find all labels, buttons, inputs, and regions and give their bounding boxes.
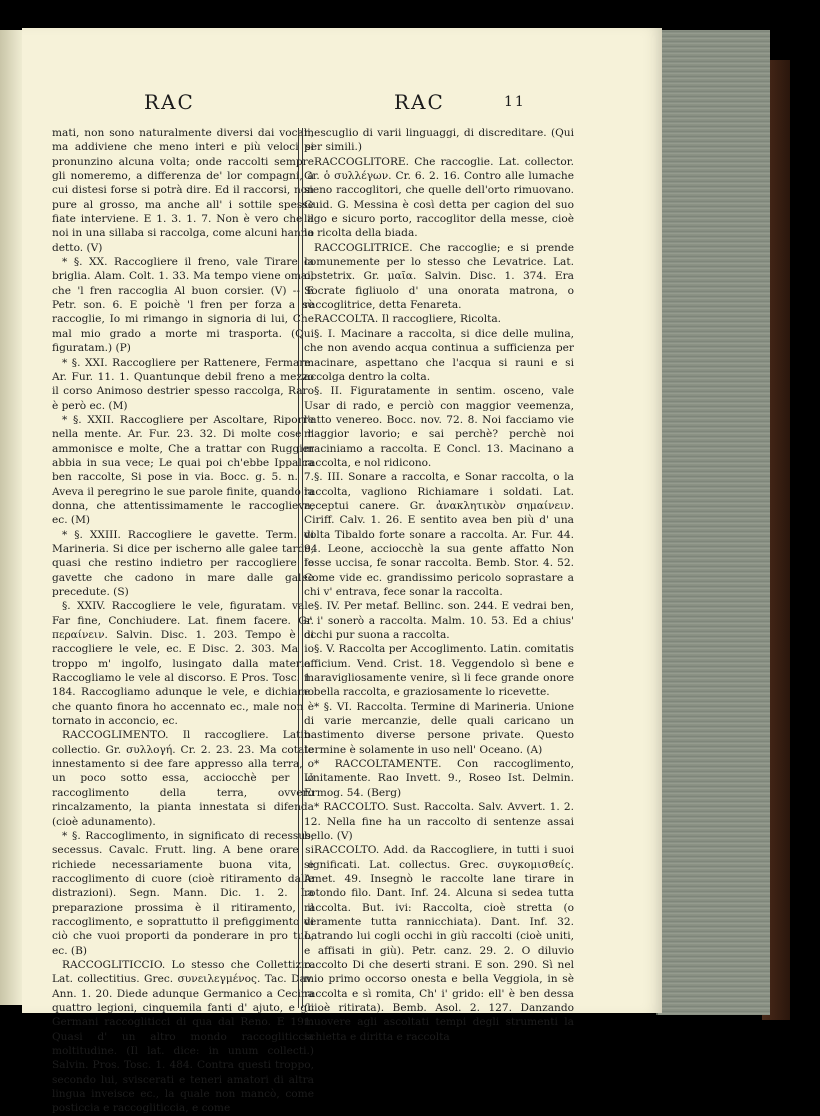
entry-paragraph: * §. XXI. Raccogliere per Rattenere, Fermare. Ar. Fur. 11. 1. Quantunque debil freno a mezzo il corso Animoso destrier spesso raccolga, Raro è però ec. (M)	[52, 356, 314, 412]
entry-paragraph: RACCOGLITRICE. Che raccoglie; e si prende comunemente per lo stesso che Levatrice. Lat. obstetrix. Gr. μαῖα. Salvin. Disc. 1. 374. Era Socrate figliuolo d' una onorata matrona, o raccoglitrice, detta Fenareta.	[304, 241, 574, 312]
entry-paragraph: mescuglio di varii linguaggi, di discreditare. (Qui per simili.)	[304, 127, 574, 154]
entry-paragraph: RACCOGLITICCIO. Lo stesso che Collettizio. Lat. collectitius. Grec. συνειλεγμένος. Tac. Dav. Ann. 1. 20. Diede adunque Germanico a Cecina quattro legioni, cinquemila fanti d' ajuto, e gli Germani raccogliticci di qua dal Reno. E 191. Quasi d' un altro mondo raccogliticcia moltitudine. (Il lat. dice: in unum collecti.) Salvin. Pros. Tosc. 1. 484. Contra questi troppo, secondo lui, sviscerati e teneri amatori di altra lingua inveisce ec., la quale non mancò, come posticcia e raccogliticcia, e come	[52, 958, 314, 1115]
entry-paragraph: RACCOLTA. Il raccogliere, Ricolta.	[314, 313, 502, 326]
page-number: 11	[504, 94, 526, 110]
entry-paragraph: §. XXIV. Raccogliere le vele, figuratam. vale Far fine, Conchiudere. Lat. finem facere. Gr. περαίνειν. Salvin. Disc. 1. 203. Tempo è di raccogliere le vele, ec. E Disc. 2. 303. Ma io troppo m' ingolfo, lusingato dalla materia. Raccogliamo le vele al discorso. E Pros. Tosc. 1. 184. Raccogliamo adunque le vele, e dichiamo che quanto finora ho accennato ec., male non è tornato in acconcio, ec.	[52, 600, 314, 728]
entry-paragraph: * §. XX. Raccogliere il freno, vale Tirare la briglia. Alam. Colt. 1. 33. Ma tempo viene omai, che 'l fren raccoglia Al buon corsier. (V) -- E Petr. son. 6. E poichè 'l fren per forza a sè raccoglie, Io mi rimango in signoria di lui, Che mal mio grado a morte mi trasporta. (Qui figuratam.) (P)	[52, 256, 314, 355]
entry-paragraph: mati, non sono naturalmente diversi dai vocali, ma addiviene che meno interi e più veloci si pronunzino alcuna volta; onde raccolti sempre gli nomeremo, a differenza de' lor compagni, a cui distesi forse si potrà dire. Ed il raccorsi, non pure al grosso, ma anche all' i sottile spesse fiate interviene. E 1. 3. 1. 7. Non è vero che il noi in una sillaba si raccolga, come alcuni hanno detto. (V)	[52, 127, 314, 254]
right-column	[304, 126, 574, 1044]
entry-paragraph: RACCOGLITORE. Che raccoglie. Lat. collector. Gr. ὁ συλλέγων. Cr. 6. 2. 16. Contro alle lumache sieno raccoglitori, che quelle dell'orto rimuovano. Guid. G. Messina è così detta per cagion del suo lago e sicuro porto, raccoglitor della messe, cioè la ricolta della biada.	[304, 155, 574, 240]
left-column	[52, 126, 314, 1116]
entry-paragraph: * §. XXIII. Raccogliere le gavette. Term. di Marineria. Si dice per ischerno alle galee tarde, quasi che restino indietro per raccogliere le gavette che cadono in mare dalle galee precedute. (S)	[52, 528, 314, 598]
entry-paragraph: * §. VI. Raccolta. Termine di Marineria. Unione di varie mercanzie, delle quali caricano un bastimento diverse persone private. Questo termine è solamente in uso nell' Oceano. (A)	[304, 700, 574, 756]
entry-paragraph: * RACCOLTAMENTE. Con raccoglimento, Unitamente. Rao Invett. 9., Roseo Ist. Delmin. Ermog. 54. (Berg)	[304, 758, 574, 799]
entry-paragraph: §. V. Raccolta per Accoglimento. Latin. comitatis officium. Vend. Crist. 18. Veggendolo sì bene e maravigliosamente venire, sì li fece grande onore e bella raccolta, e graziosamente lo ricevette.	[304, 643, 574, 699]
entry-paragraph: * §. Raccoglimento, in significato di recessus, secessus. Cavalc. Frutt. ling. A bene orare si richiede necessariamente buona vita, e raccoglimento di cuore (cioè ritiramento dalle distrazioni). Segn. Mann. Dic. 1. 2. La preparazione prossima è il ritiramento, il raccoglimento, e soprattutto il prefiggimento di ciò che vuoi proporti da ponderare in pro tuo, ec. (B)	[52, 829, 314, 957]
entry-paragraph: §. I. Macinare a raccolta, si dice delle mulina, che non avendo acqua continua a sufficienza per macinare, aspettano che l'acqua si rauni e si accolga dentro la colta.	[304, 327, 574, 383]
previous-page-edge	[0, 30, 22, 1005]
header-left-guide-word: RAC	[144, 90, 195, 114]
column-divider	[298, 128, 303, 1008]
entry-paragraph: §. IV. Per metaf. Bellinc. son. 244. E vedrai ben, s' i' sonerò a raccolta. Malm. 10. 53. Ed a chius' occhi pur suona a raccolta.	[304, 600, 574, 642]
entry-paragraph: RACCOLTO. Add. da Raccogliere, in tutti i suoi significati. Lat. collectus. Grec. συγκομισθείς. Amet. 49. Insegnò le raccolte lane tirare in rotondo filo. Dant. Inf. 24. Alcuna si sedea tutta raccolta. But. ivi: Raccolta, cioè stretta (o veramente tutta rannicchiata). Dant. Inf. 32. Latrando lui cogli occhi in giù raccolti (cioè uniti, e affisati in giù). Petr. canz. 29. 2. O diluvio raccolto Di che deserti strani. E son. 290. Sì nel mio primo occorso onesta e bella Veggiola, in sè raccolta e sì romita, Ch' i' grido: ell' è ben dessa (cioè ritirata). Bemb. Asol. 2. 127. Danzando muovere agli ascoltati tempi degli strumenti la schietta e diritta e raccolta	[304, 844, 574, 1043]
header-right-guide-word: RAC	[394, 90, 445, 114]
entry-paragraph: * §. XXII. Raccogliere per Ascoltare, Riporre nella mente. Ar. Fur. 23. 32. Di molte cose l' ammonisce e molte, Che a trattar con Ruggier abbia in sua vece; Le quai poi ch'ebbe Ippalca ben raccolte, Si pose in via. Bocc. g. 5. n. 7. Aveva il peregrino le sue parole finite, quando la donna, che attentissimamente le raccoglieva, ec. (M)	[52, 413, 314, 527]
entry-paragraph: * RACCOLTO. Sust. Raccolta. Salv. Avvert. 1. 2. 12. Nella fine ha un raccolto di sentenze assai bello. (V)	[304, 801, 574, 842]
dictionary-page	[22, 28, 662, 1115]
running-header	[22, 90, 662, 120]
entry-paragraph: §. III. Sonare a raccolta, e Sonar raccolta, o la raccolta, vagliono Richiamare i soldati. Lat. receptui canere. Gr. ἀνακλητικὸν σημαίνειν. Ciriff. Calv. 1. 26. E sentito avea ben più d' una volta Tibaldo forte sonare a raccolta. Ar. Fur. 44. 94. Leone, acciocchè la sua gente affatto Non fosse uccisa, fe sonar raccolta. Bemb. Stor. 4. 52. Come vide ec. grandissimo pericolo soprastare a chi v' entrava, fece sonar la raccolta.	[304, 471, 574, 598]
page-block-edge	[656, 30, 770, 1015]
entry-paragraph: RACCOGLIMENTO. Il raccogliere. Latin. collectio. Gr. συλλογή. Cr. 2. 23. 23. Ma cotale innestamento si dee fare appresso alla terra, o un poco sotto essa, acciocchè per lo raccoglimento della terra, ovvero rincalzamento, la pianta innestata si difenda (cioè adunamento).	[52, 729, 314, 828]
entry-paragraph: §. II. Figuratamente in sentim. osceno, vale Usar di rado, e perciò con maggior veemenza, l'atto venereo. Bocc. nov. 72. 8. Noi facciamo vie maggior lavorio; e sai perchè? perchè noi maciniamo a raccolta. E Concl. 13. Macinano a raccolta, e nol ridicono.	[304, 385, 574, 469]
